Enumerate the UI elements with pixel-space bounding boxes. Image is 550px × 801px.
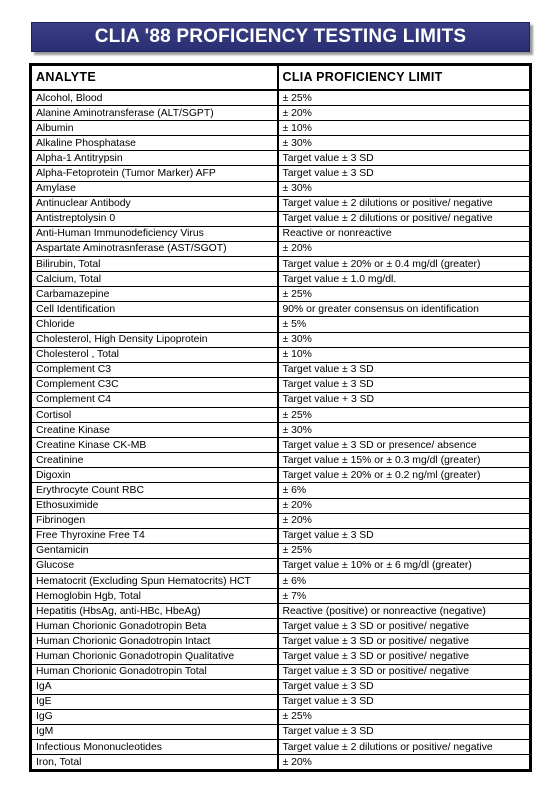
table-row [32, 302, 530, 317]
analyte-cell: Free Thyroxine Free T4 [32, 528, 278, 543]
limit-cell: ± 20% [278, 498, 530, 513]
limit-cell: Reactive (positive) or nonreactive (negative) [278, 604, 530, 619]
table-row [32, 574, 530, 589]
limit-cell: Reactive or nonreactive [278, 226, 530, 241]
table-row [32, 106, 530, 121]
analyte-cell: Antinuclear Antibody [32, 196, 278, 211]
analyte-cell: Hemoglobin Hgb, Total [32, 589, 278, 604]
limit-cell: Target value ± 2 dilutions or positive/ negative [278, 740, 530, 755]
limit-cell: Target value ± 3 SD [278, 679, 530, 694]
table-row [32, 196, 530, 211]
table-row [32, 483, 530, 498]
limit-cell: Target value ± 3 SD or positive/ negative [278, 664, 530, 679]
analyte-cell: Alpha-1 Antitrypsin [32, 151, 278, 166]
table-row [32, 241, 530, 256]
analyte-cell: Cortisol [32, 407, 278, 422]
analyte-cell: Infectious Mononucleotides [32, 740, 278, 755]
limit-cell: ± 30% [278, 332, 530, 347]
header-analyte: ANALYTE [32, 66, 278, 91]
limit-cell: ± 20% [278, 106, 530, 121]
limit-cell: Target value ± 20% or ± 0.2 ng/ml (greater) [278, 468, 530, 483]
table-row [32, 257, 530, 272]
table-row [32, 317, 530, 332]
table-row [32, 392, 530, 407]
limit-cell: ± 10% [278, 347, 530, 362]
limit-cell: ± 30% [278, 423, 530, 438]
analyte-cell: Iron, Total [32, 755, 278, 770]
analyte-cell: Cholesterol , Total [32, 347, 278, 362]
limit-cell: Target value + 3 SD [278, 392, 530, 407]
analyte-cell: Complement C3C [32, 377, 278, 392]
analyte-cell: Alanine Aminotransferase (ALT/SGPT) [32, 106, 278, 121]
analyte-cell: IgG [32, 709, 278, 724]
table-row [32, 694, 530, 709]
limit-cell: ± 25% [278, 90, 530, 106]
table-row [32, 272, 530, 287]
table-row [32, 287, 530, 302]
limit-cell: Target value ± 3 SD [278, 151, 530, 166]
table-row [32, 740, 530, 755]
limit-cell: Target value ± 1.0 mg/dl. [278, 272, 530, 287]
analyte-cell: Antistreptolysin 0 [32, 211, 278, 226]
limit-cell: ± 25% [278, 287, 530, 302]
limit-cell: Target value ± 15% or ± 0.3 mg/dl (greater) [278, 453, 530, 468]
limit-cell: Target value ± 3 SD or positive/ negative [278, 649, 530, 664]
analyte-cell: Gentamicin [32, 543, 278, 558]
table-row [32, 181, 530, 196]
table-row [32, 121, 530, 136]
analyte-cell: Carbamazepine [32, 287, 278, 302]
limit-cell: ± 30% [278, 181, 530, 196]
limit-cell: ± 25% [278, 543, 530, 558]
limit-cell: Target value ± 3 SD [278, 694, 530, 709]
analyte-cell: Alpha-Fetoprotein (Tumor Marker) AFP [32, 166, 278, 181]
analyte-cell: Creatine Kinase [32, 423, 278, 438]
table-row [32, 724, 530, 739]
limit-cell: Target value ± 2 dilutions or positive/ negative [278, 196, 530, 211]
table-row [32, 513, 530, 528]
table-row [32, 619, 530, 634]
limit-cell: ± 20% [278, 755, 530, 770]
limit-cell: Target value ± 3 SD or positive/ negative [278, 619, 530, 634]
proficiency-limits-table [31, 65, 530, 770]
table-row [32, 423, 530, 438]
table-row [32, 709, 530, 724]
limit-cell: ± 5% [278, 317, 530, 332]
analyte-cell: Glucose [32, 558, 278, 573]
analyte-cell: Human Chorionic Gonadotropin Total [32, 664, 278, 679]
table-row [32, 136, 530, 151]
table-row [32, 528, 530, 543]
analyte-cell: Erythrocyte Count RBC [32, 483, 278, 498]
table-row [32, 377, 530, 392]
analyte-cell: Bilirubin, Total [32, 257, 278, 272]
limit-cell: Target value ± 20% or ± 0.4 mg/dl (greater) [278, 257, 530, 272]
table-row [32, 453, 530, 468]
analyte-cell: Hepatitis (HbsAg, anti-HBc, HbeAg) [32, 604, 278, 619]
table-body [32, 90, 530, 770]
analyte-cell: Cell Identification [32, 302, 278, 317]
analyte-cell: IgA [32, 679, 278, 694]
table-row [32, 755, 530, 770]
table-row [32, 347, 530, 362]
limit-cell: Target value ± 10% or ± 6 mg/dl (greater) [278, 558, 530, 573]
table-row [32, 498, 530, 513]
table-row [32, 649, 530, 664]
analyte-cell: Hematocrit (Excluding Spun Hematocrits) HCT [32, 574, 278, 589]
limit-cell: ± 6% [278, 574, 530, 589]
limit-cell: ± 20% [278, 241, 530, 256]
table-row [32, 589, 530, 604]
table-row [32, 438, 530, 453]
analyte-cell: Albumin [32, 121, 278, 136]
table-row [32, 634, 530, 649]
limit-cell: ± 30% [278, 136, 530, 151]
limit-cell: ± 7% [278, 589, 530, 604]
analyte-cell: Creatine Kinase CK-MB [32, 438, 278, 453]
proficiency-limits-table-container [29, 63, 532, 772]
limit-cell: Target value ± 3 SD [278, 166, 530, 181]
limit-cell: ± 25% [278, 709, 530, 724]
limit-cell: ± 25% [278, 407, 530, 422]
table-header-row [32, 66, 530, 91]
analyte-cell: Human Chorionic Gonadotropin Intact [32, 634, 278, 649]
limit-cell: Target value ± 3 SD [278, 377, 530, 392]
analyte-cell: Chloride [32, 317, 278, 332]
table-row [32, 543, 530, 558]
limit-cell: Target value ± 3 SD or positive/ negative [278, 634, 530, 649]
analyte-cell: Aspartate Aminotrasnferase (AST/SGOT) [32, 241, 278, 256]
table-row [32, 468, 530, 483]
analyte-cell: Creatinine [32, 453, 278, 468]
page-title: CLIA '88 PROFICIENCY TESTING LIMITS [31, 22, 530, 52]
analyte-cell: Complement C3 [32, 362, 278, 377]
analyte-cell: Digoxin [32, 468, 278, 483]
analyte-cell: Fibrinogen [32, 513, 278, 528]
table-row [32, 226, 530, 241]
limit-cell: Target value ± 3 SD or presence/ absence [278, 438, 530, 453]
analyte-cell: IgE [32, 694, 278, 709]
table-row [32, 679, 530, 694]
analyte-cell: Alcohol, Blood [32, 90, 278, 106]
limit-cell: ± 6% [278, 483, 530, 498]
analyte-cell: Human Chorionic Gonadotropin Beta [32, 619, 278, 634]
table-row [32, 664, 530, 679]
table-row [32, 90, 530, 106]
analyte-cell: Anti-Human Immunodeficiency Virus [32, 226, 278, 241]
table-row [32, 166, 530, 181]
analyte-cell: Cholesterol, High Density Lipoprotein [32, 332, 278, 347]
limit-cell: Target value ± 3 SD [278, 362, 530, 377]
analyte-cell: Complement C4 [32, 392, 278, 407]
analyte-cell: Ethosuximide [32, 498, 278, 513]
table-row [32, 362, 530, 377]
analyte-cell: Calcium, Total [32, 272, 278, 287]
limit-cell: 90% or greater consensus on identification [278, 302, 530, 317]
table-row [32, 211, 530, 226]
analyte-cell: IgM [32, 724, 278, 739]
table-row [32, 151, 530, 166]
limit-cell: ± 10% [278, 121, 530, 136]
header-clia-limit: CLIA PROFICIENCY LIMIT [278, 66, 530, 91]
analyte-cell: Alkaline Phosphatase [32, 136, 278, 151]
limit-cell: Target value ± 3 SD [278, 528, 530, 543]
table-row [32, 407, 530, 422]
limit-cell: Target value ± 3 SD [278, 724, 530, 739]
analyte-cell: Human Chorionic Gonadotropin Qualitative [32, 649, 278, 664]
table-row [32, 558, 530, 573]
limit-cell: Target value ± 2 dilutions or positive/ negative [278, 211, 530, 226]
table-row [32, 332, 530, 347]
analyte-cell: Amylase [32, 181, 278, 196]
limit-cell: ± 20% [278, 513, 530, 528]
table-row [32, 604, 530, 619]
